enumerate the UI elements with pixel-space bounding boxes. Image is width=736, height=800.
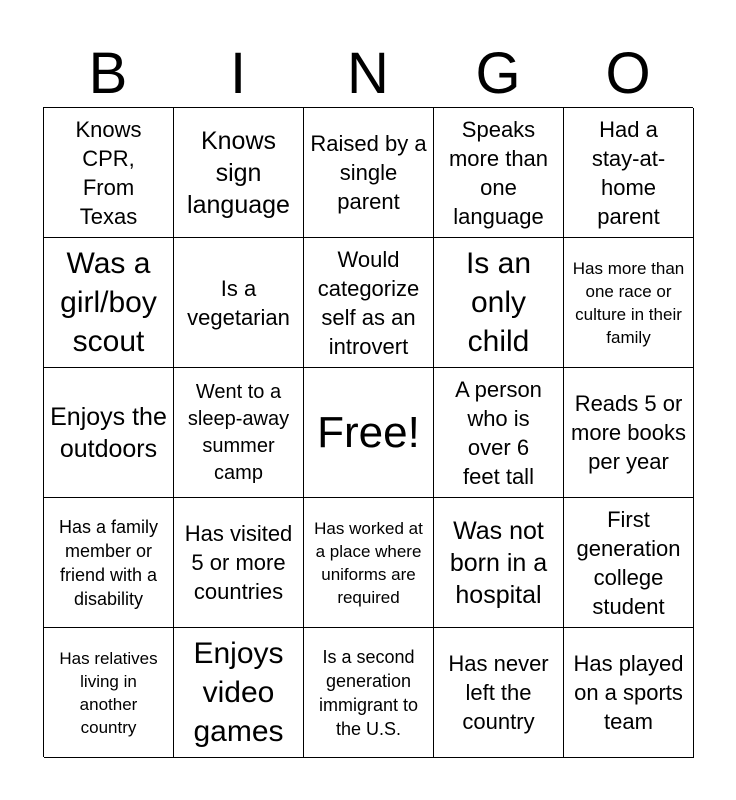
cell-text: First generation college student — [576, 506, 681, 619]
cell-text: Has worked at a place where uniforms are required — [314, 518, 423, 607]
bingo-card — [43, 107, 693, 757]
header-letter-n: N — [347, 41, 389, 106]
bingo-cell — [434, 368, 564, 498]
cell-text: Has more than one race or culture in their family — [572, 258, 685, 347]
cell-text: Is a vegetarian — [187, 275, 290, 330]
bingo-cell — [564, 238, 694, 368]
bingo-cell — [174, 368, 304, 498]
cell-text: Enjoys video games — [193, 637, 284, 748]
cell-text: Had a stay-at-home parent — [591, 116, 666, 229]
bingo-cell — [44, 628, 174, 758]
bingo-cell — [174, 498, 304, 628]
header-letter-b: B — [88, 41, 128, 106]
bingo-cell — [434, 628, 564, 758]
cell-text: Free! — [317, 407, 420, 457]
cell-text: Has a family member or friend with a disability — [58, 516, 159, 609]
bingo-cell — [304, 108, 434, 238]
bingo-cell — [44, 238, 174, 368]
bingo-cell — [304, 238, 434, 368]
cell-text: Has played on a sports team — [573, 651, 684, 734]
bingo-header — [43, 40, 693, 108]
bingo-cell — [44, 498, 174, 628]
bingo-cell — [564, 108, 694, 238]
header-letter-i: I — [229, 41, 247, 106]
cell-text: Has never left the country — [448, 651, 549, 734]
cell-text: Would categorize self as an introvert — [317, 246, 420, 359]
bingo-cell — [44, 108, 174, 238]
bingo-cell — [434, 108, 564, 238]
cell-text: Has relatives living in another country — [59, 648, 158, 737]
cell-text: Knows sign language — [187, 126, 290, 219]
cell-text: Was a girl/boy scout — [60, 247, 157, 358]
cell-text: A person who is over 6 feet tall — [455, 376, 542, 489]
cell-text: Knows CPR, From Texas — [75, 116, 142, 229]
cell-text: Is an only child — [465, 247, 532, 358]
bingo-cell — [174, 238, 304, 368]
bingo-cell — [564, 368, 694, 498]
header-letter-g: G — [475, 41, 521, 106]
header-letter-o: O — [605, 41, 651, 106]
bingo-cell — [304, 498, 434, 628]
bingo-cell — [174, 628, 304, 758]
bingo-cell — [434, 498, 564, 628]
bingo-cell — [564, 498, 694, 628]
cell-text: Reads 5 or more books per year — [571, 391, 686, 474]
bingo-cell — [174, 108, 304, 238]
bingo-cell — [434, 238, 564, 368]
cell-text: Is a second generation immigrant to the U.S. — [318, 646, 419, 739]
cell-text: Speaks more than one language — [448, 116, 549, 229]
cell-text: Has visited 5 or more countries — [184, 521, 293, 604]
cell-text: Went to a sleep-away summer camp — [187, 380, 290, 484]
free-space — [304, 368, 434, 498]
bingo-cell — [304, 628, 434, 758]
cell-text: Was not born in a hospital — [449, 516, 548, 609]
bingo-cell — [44, 368, 174, 498]
cell-text: Enjoys the outdoors — [50, 402, 167, 463]
cell-text: Raised by a single parent — [310, 131, 427, 214]
bingo-cell — [564, 628, 694, 758]
